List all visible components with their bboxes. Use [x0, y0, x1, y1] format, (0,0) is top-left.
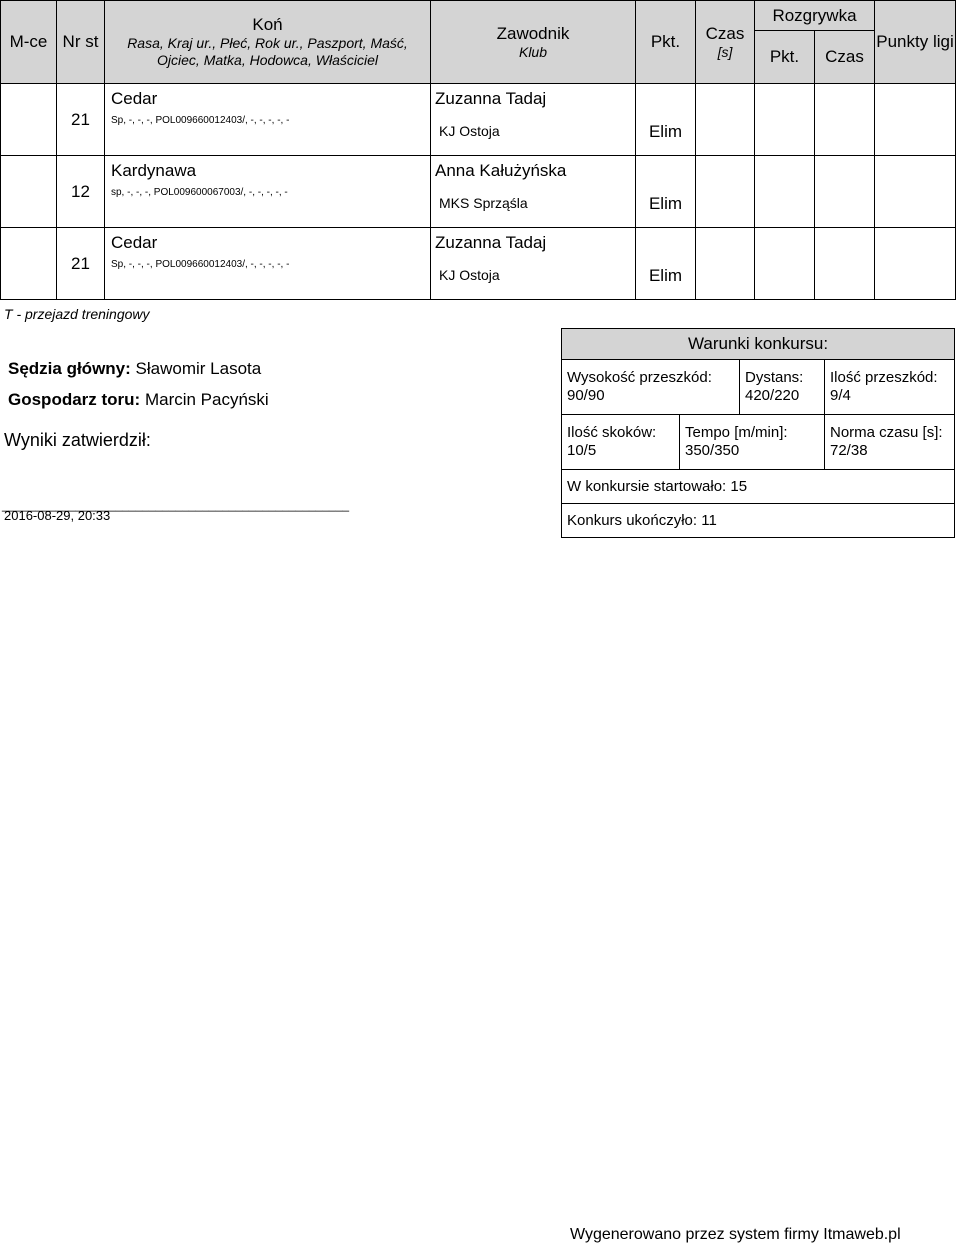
- jump-count-label: Ilość skoków:: [567, 424, 657, 441]
- row-jumpoff-time: [815, 156, 875, 228]
- rider-name: Zuzanna Tadaj: [435, 233, 547, 252]
- header-jumpoff-points: Pkt.: [755, 31, 815, 84]
- obstacle-count: [825, 360, 955, 415]
- row-horse: [105, 84, 431, 156]
- starters-count: W konkursie startowało: 15: [562, 470, 955, 504]
- obstacle-count-label: Ilość przeszkód:: [830, 369, 938, 386]
- header-time-title: Czas: [705, 23, 745, 43]
- time-norm-value: 72/38: [830, 442, 868, 459]
- row-place: [1, 84, 57, 156]
- points-value: Elim: [648, 266, 683, 285]
- header-rider: [431, 1, 636, 84]
- row-time: [696, 228, 755, 300]
- row-rider: [431, 84, 636, 156]
- course-designer-name: Marcin Pacyński: [144, 390, 269, 409]
- distance-value: 420/220: [745, 387, 800, 404]
- rider-name: Zuzanna Tadaj: [435, 89, 547, 108]
- row-rider: [431, 228, 636, 300]
- header-jumpoff-time: Czas: [815, 31, 875, 84]
- distance: [740, 360, 825, 415]
- row-place: [1, 228, 57, 300]
- signature-line: ____________________________________________________: [2, 498, 350, 512]
- header-time: [696, 1, 755, 84]
- row-rider: [431, 156, 636, 228]
- horse-details: sp, -, -, -, POL009600067003/, -, -, -, -, -: [111, 187, 288, 198]
- obstacle-height: [562, 360, 740, 415]
- generated-datetime: 2016-08-29, 20:33: [4, 508, 111, 523]
- points-value: Elim: [648, 122, 683, 141]
- rider-club: MKS Sprząśla: [439, 195, 528, 211]
- row-jumpoff-time: [815, 228, 875, 300]
- header-horse-title: Koń: [252, 15, 283, 34]
- jump-count-value: 10/5: [567, 442, 597, 459]
- rider-club: KJ Ostoja: [439, 123, 500, 139]
- row-jumpoff-points: [755, 156, 815, 228]
- training-note: T - przejazd treningowy: [4, 306, 150, 322]
- header-horse-subtitle: Rasa, Kraj ur., Płeć, Rok ur., Paszport, Maść, Ojciec, Matka, Hodowca, Właściciel: [127, 35, 408, 68]
- finishers-count: Konkurs ukończyło: 11: [562, 504, 955, 538]
- header-rider-subtitle: Klub: [518, 43, 548, 60]
- horse-name: Cedar: [111, 233, 158, 252]
- course-designer-label: Gospodarz toru:: [8, 390, 141, 409]
- row-horse: [105, 228, 431, 300]
- results-approved-by: Wyniki zatwierdził:: [4, 430, 151, 450]
- row-points: [636, 228, 696, 300]
- rider-club: KJ Ostoja: [439, 267, 500, 283]
- jump-count: [562, 415, 680, 470]
- row-place: [1, 156, 57, 228]
- row-league-points: [875, 84, 956, 156]
- rider-name: Anna Kałużyńska: [435, 161, 567, 180]
- tempo: [680, 415, 825, 470]
- results-table: [0, 0, 956, 300]
- row-start-nr: 21: [57, 84, 105, 156]
- head-judge-name: Sławomir Lasota: [135, 359, 262, 378]
- time-norm-label: Norma czasu [s]:: [830, 424, 943, 441]
- horse-details: Sp, -, -, -, POL009660012403/, -, -, -, -, -: [111, 259, 290, 270]
- tempo-label: Tempo [m/min]:: [685, 424, 788, 441]
- horse-details: Sp, -, -, -, POL009660012403/, -, -, -, -, -: [111, 115, 290, 126]
- footer-generated-by: Wygenerowano przez system firmy Itmaweb.pl: [570, 1226, 901, 1243]
- row-horse: [105, 156, 431, 228]
- conditions-title: Warunki konkursu:: [562, 329, 955, 360]
- obstacle-height-value: 90/90: [567, 387, 605, 404]
- obstacle-count-value: 9/4: [830, 387, 851, 404]
- header-points: Pkt.: [636, 1, 696, 84]
- header-time-unit: [s]: [717, 43, 733, 60]
- row-jumpoff-time: [815, 84, 875, 156]
- table-row: [1, 156, 956, 228]
- row-jumpoff-points: [755, 84, 815, 156]
- course-designer: [8, 390, 269, 410]
- header-horse: [105, 1, 431, 84]
- header-jumpoff: Rozgrywka: [755, 1, 875, 31]
- row-start-nr: 21: [57, 228, 105, 300]
- table-row: [1, 228, 956, 300]
- row-jumpoff-points: [755, 228, 815, 300]
- header-start-nr: Nr st: [57, 1, 105, 84]
- row-start-nr: 12: [57, 156, 105, 228]
- tempo-value: 350/350: [685, 442, 740, 459]
- row-time: [696, 156, 755, 228]
- row-points: [636, 156, 696, 228]
- horse-name: Cedar: [111, 89, 158, 108]
- header-league-points: Punkty ligi: [875, 1, 956, 84]
- points-value: Elim: [648, 194, 683, 213]
- head-judge-label: Sędzia główny:: [8, 359, 131, 378]
- horse-name: Kardynawa: [111, 161, 197, 180]
- row-league-points: [875, 228, 956, 300]
- time-norm: [825, 415, 955, 470]
- row-points: [636, 84, 696, 156]
- table-row: [1, 84, 956, 156]
- row-league-points: [875, 156, 956, 228]
- header-rider-title: Zawodnik: [496, 23, 570, 43]
- row-time: [696, 84, 755, 156]
- conditions-table: [561, 328, 955, 538]
- head-judge: [8, 359, 261, 379]
- distance-label: Dystans:: [745, 369, 804, 386]
- obstacle-height-label: Wysokość przeszkód:: [567, 369, 712, 386]
- header-place: M-ce: [1, 1, 57, 84]
